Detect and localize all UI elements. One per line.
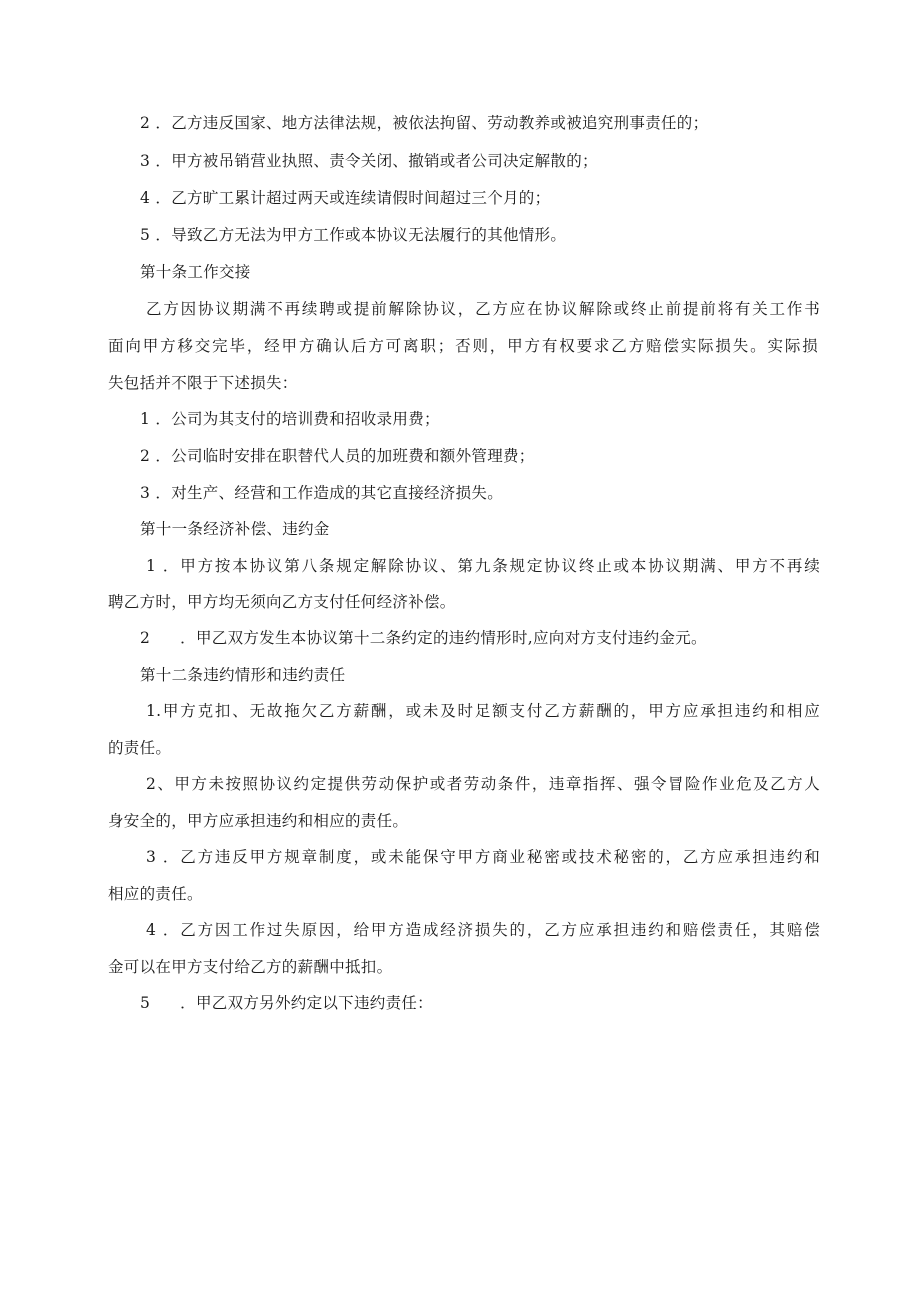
clause-10-paragraph-line-1: 乙方因协议期满不再续聘或提前解除协议，乙方应在协议解除或终止前提前将有关工作书 [146, 300, 820, 318]
clause-11-heading: 第十一条经济补偿、违约金 [140, 520, 330, 538]
clause-12-heading: 第十二条违约情形和违约责任 [140, 666, 346, 684]
clause-11-item-2 [140, 628, 820, 648]
clause-9-item-2: 2 ．乙方违反国家、地方法律法规，被依法拘留、劳动教养或被追究刑事责任的； [140, 114, 709, 132]
clause-12-item-3-line-1: 3 ．乙方违反甲方规章制度，或未能保守甲方商业秘密或技术秘密的，乙方应承担违约和 [146, 848, 820, 866]
clause-12-item-2-line-1: 2、甲方未按照协议约定提供劳动保护或者劳动条件，违章指挥、强令冒险作业危及乙方人 [146, 775, 820, 793]
clause-10-heading: 第十条工作交接 [140, 263, 251, 281]
clause-9-item-4: 4 ．乙方旷工累计超过两天或连续请假时间超过三个月的； [140, 189, 551, 207]
clause-12-item-5-number: 5 [140, 994, 151, 1012]
clause-12-item-1-line-2: 的责任。 [108, 739, 172, 757]
clause-12-item-5-text: ．甲乙双方另外约定以下违约责任： [180, 994, 433, 1012]
clause-10-paragraph-line-2: 面向甲方移交完毕，经甲方确认后方可离职；否则，甲方有权要求乙方赔偿实际损失。实际损 [108, 337, 818, 355]
clause-10-item-3: 3 ．对生产、经营和工作造成的其它直接经济损失。 [140, 484, 503, 502]
clause-12-item-1-line-1: 1.甲方克扣、无故拖欠乙方薪酬，或未及时足额支付乙方薪酬的，甲方应承担违约和相应 [146, 702, 820, 720]
clause-10-item-1: 1 ．公司为其支付的培训费和招收录用费； [140, 410, 440, 428]
clause-12-item-4-line-1: 4 ．乙方因工作过失原因，给甲方造成经济损失的，乙方应承担违约和赔偿责任，其赔偿 [146, 921, 820, 939]
clause-12-item-2-line-2: 身安全的，甲方应承担违约和相应的责任。 [108, 812, 409, 830]
clause-12-item-3-line-2: 相应的责任。 [108, 885, 203, 903]
clause-9-item-3: 3 ．甲方被吊销营业执照、责令关闭、撤销或者公司决定解散的； [140, 152, 598, 170]
clause-11-item-1-line-1: 1 ．甲方按本协议第八条规定解除协议、第九条规定协议终止或本协议期满、甲方不再续 [146, 557, 820, 575]
clause-9-item-5: 5 ．导致乙方无法为甲方工作或本协议无法履行的其他情形。 [140, 226, 567, 244]
clause-10-item-2: 2 ．公司临时安排在职替代人员的加班费和额外管理费； [140, 447, 535, 465]
clause-11-item-2-text: ．甲乙双方发生本协议第十二条约定的违约情形时,应向对方支付违约金元。 [180, 629, 707, 647]
clause-11-item-2-number: 2 [140, 629, 151, 647]
clause-11-item-1-line-2: 聘乙方时，甲方均无须向乙方支付任何经济补偿。 [108, 593, 456, 611]
clause-10-paragraph-line-3: 失包括并不限于下述损失： [108, 374, 298, 392]
clause-12-item-4-line-2: 金可以在甲方支付给乙方的薪酬中抵扣。 [108, 958, 393, 976]
clause-12-item-5 [140, 993, 820, 1013]
